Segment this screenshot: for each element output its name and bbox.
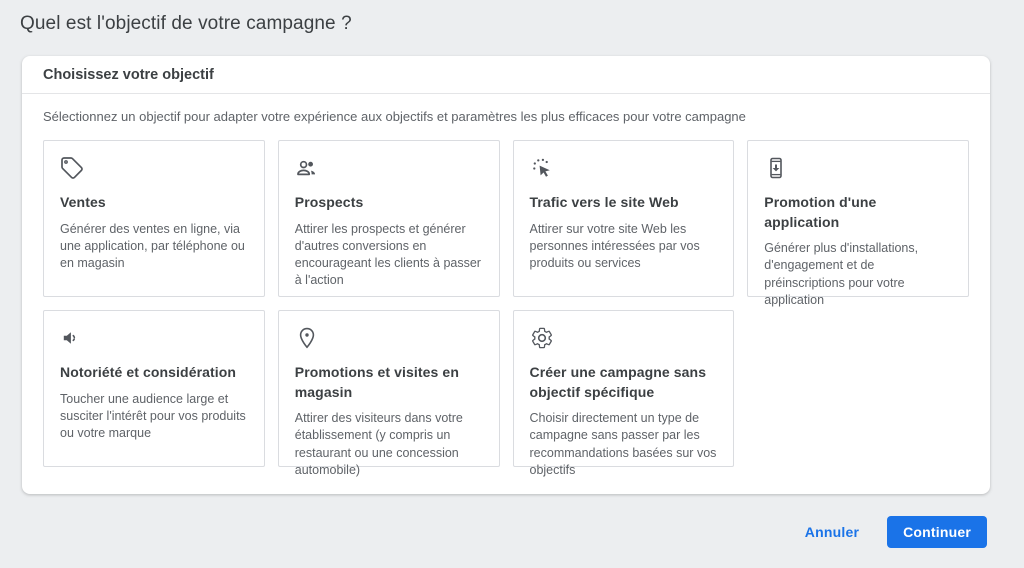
cancel-button[interactable]: Annuler <box>803 518 861 546</box>
speaker-icon <box>60 326 84 350</box>
panel-subtitle: Sélectionnez un objectif pour adapter votre expérience aux objectifs et paramètres les plus efficaces pour votre campagne <box>43 109 746 124</box>
people-icon <box>295 156 319 180</box>
card-description: Toucher une audience large et susciter l'intérêt pour vos produits ou votre marque <box>60 391 246 441</box>
gear-icon <box>530 326 554 350</box>
card-description: Générer des ventes en ligne, via une application, par téléphone ou en magasin <box>60 221 245 271</box>
objective-card-trafic-web[interactable] <box>513 140 735 297</box>
footer-actions <box>0 516 987 548</box>
location-pin-icon <box>295 326 319 350</box>
card-title: Notoriété et considération <box>60 364 237 380</box>
objective-card-sans-objectif[interactable] <box>513 310 735 477</box>
panel-body <box>22 94 990 494</box>
objective-card-promotion-application[interactable] <box>747 140 969 307</box>
tag-icon <box>60 156 84 180</box>
card-description: Choisir directement un type de campagne sans passer par les recommandations basées sur vos objectifs <box>529 411 717 477</box>
card-description: Attirer des visiteurs dans votre établissement (y compris un restaurant ou une concession automobile) <box>294 411 463 477</box>
objective-grid <box>43 140 969 477</box>
card-description: Attirer sur votre site Web les personnes intéressées par vos produits ou services <box>529 221 700 271</box>
page-title: Quel est l'objectif de votre campagne ? <box>20 13 352 34</box>
card-title: Promotions et visites en magasin <box>294 364 459 400</box>
objective-card-prospects[interactable] <box>278 140 500 297</box>
card-title: Promotion d'une application <box>764 194 877 230</box>
card-description: Générer plus d'installations, d'engagement et de préinscriptions pour votre application <box>764 241 919 307</box>
card-title: Trafic vers le site Web <box>529 194 679 210</box>
objective-panel <box>22 56 990 494</box>
objective-card-notoriete[interactable] <box>43 310 265 467</box>
card-description: Attirer les prospects et générer d'autres conversions en encourageant les clients à passer à l'action <box>294 221 481 288</box>
panel-header: Choisissez votre objectif <box>22 56 990 94</box>
card-title: Prospects <box>294 194 364 210</box>
card-title: Créer une campagne sans objectif spécifique <box>529 364 707 400</box>
cursor-click-icon <box>530 156 554 180</box>
phone-download-icon <box>764 156 788 180</box>
objective-card-promotions-magasin[interactable] <box>278 310 500 477</box>
objective-card-ventes[interactable] <box>43 140 265 297</box>
continue-button[interactable]: Continuer <box>887 516 987 548</box>
card-title: Ventes <box>60 194 106 210</box>
